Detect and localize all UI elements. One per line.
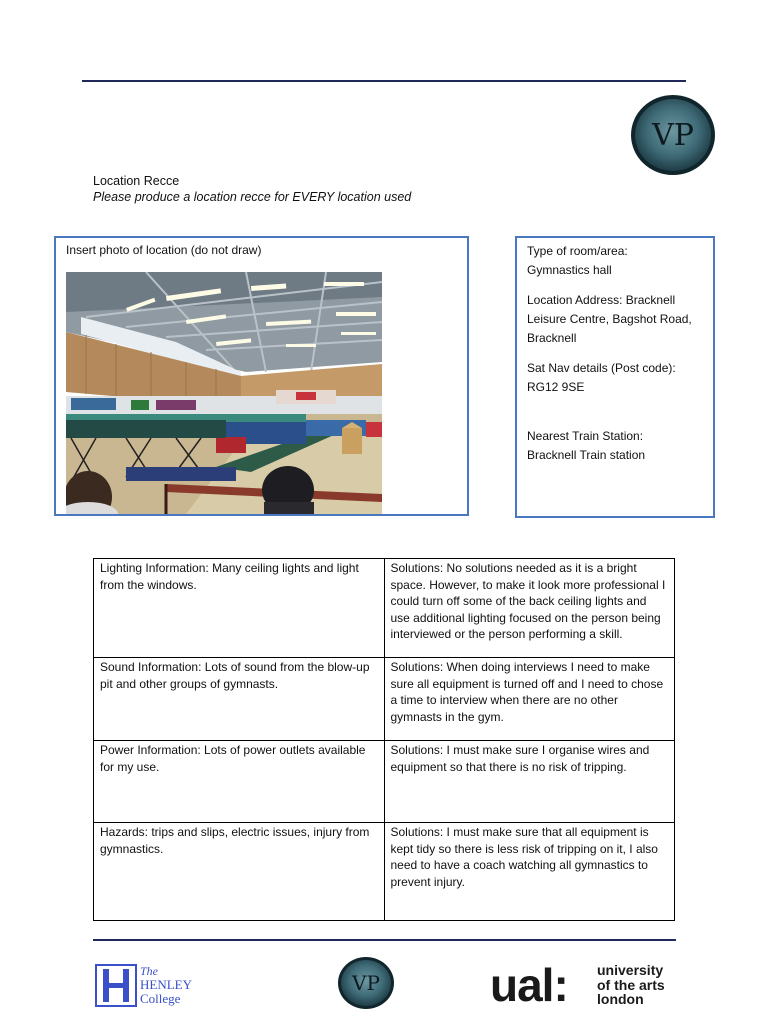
ual-wordmark — [597, 963, 665, 1007]
vp-logo — [630, 94, 716, 176]
photo-box-label: Insert photo of location (do not draw) — [66, 243, 262, 257]
table-row — [94, 823, 675, 921]
info-cell: Power Information: Lots of power outlets available for my use. — [94, 741, 385, 823]
address-label: Location Address: — [527, 293, 623, 307]
room-type-label: Type of room/area: — [527, 244, 628, 258]
solution-cell: Solutions: No solutions needed as it is a bright space. However, to make it look more professional I could turn off some of the back ceiling lights and use additional lighting focused on the person being interviewed or the person performing a skill. — [384, 559, 675, 658]
photo-box — [54, 236, 469, 516]
address-value: Bracknell Leisure Centre, Bagshot Road, Bracknell — [527, 293, 692, 345]
ual-mark: ual: — [490, 959, 568, 1011]
location-details — [515, 236, 715, 518]
room-type-value: Gymnastics hall — [527, 263, 612, 277]
info-cell: Hazards: trips and slips, electric issues, injury from gymnastics. — [94, 823, 385, 921]
table-row — [94, 559, 675, 658]
svg-text:VP: VP — [652, 118, 694, 153]
table-row — [94, 741, 675, 823]
footer-rule — [93, 939, 676, 941]
satnav-label: Sat Nav details (Post code): — [527, 361, 676, 375]
svg-text:VP: VP — [352, 971, 380, 995]
ual-line-2: of the arts — [597, 976, 665, 993]
train-station-label: Nearest Train Station: — [527, 429, 644, 443]
info-cell: Lighting Information: Many ceiling lights and light from the windows. — [94, 559, 385, 658]
satnav-value: RG12 9SE — [527, 380, 585, 394]
recce-table — [93, 558, 675, 921]
info-cell: Sound Information: Lots of sound from the blow-up pit and other groups of gymnasts. — [94, 658, 385, 741]
svg-text:HENLEY: HENLEY — [140, 977, 192, 992]
solution-cell: Solutions: When doing interviews I need to make sure all equipment is turned off and I need to chose a time to interview when there are no other gymnasts in the gym. — [384, 658, 675, 741]
header-rule — [82, 80, 686, 82]
location-photo — [66, 272, 382, 514]
table-row — [94, 658, 675, 741]
svg-text:College: College — [140, 991, 181, 1006]
page-heading — [93, 173, 411, 205]
solution-cell: Solutions: I must make sure I organise wires and equipment so that there is no risk of tripping. — [384, 741, 675, 823]
page-title: Location Recce — [93, 174, 180, 188]
ual-logo — [490, 959, 680, 1012]
ual-line-3: london — [597, 991, 644, 1007]
ual-line-1: university — [597, 962, 664, 978]
svg-text:The: The — [140, 964, 158, 978]
train-station-value: Bracknell Train station — [527, 448, 646, 462]
page-subtitle: Please produce a location recce for EVERY location used — [93, 190, 412, 204]
solution-cell: Solutions: I must make sure that all equipment is kept tidy so there is less risk of tripping on it, I also need to have a coach watching all gymnastics to prevent injury. — [384, 823, 675, 921]
henley-college-logo — [95, 963, 205, 1009]
vp-logo-footer — [337, 956, 395, 1010]
